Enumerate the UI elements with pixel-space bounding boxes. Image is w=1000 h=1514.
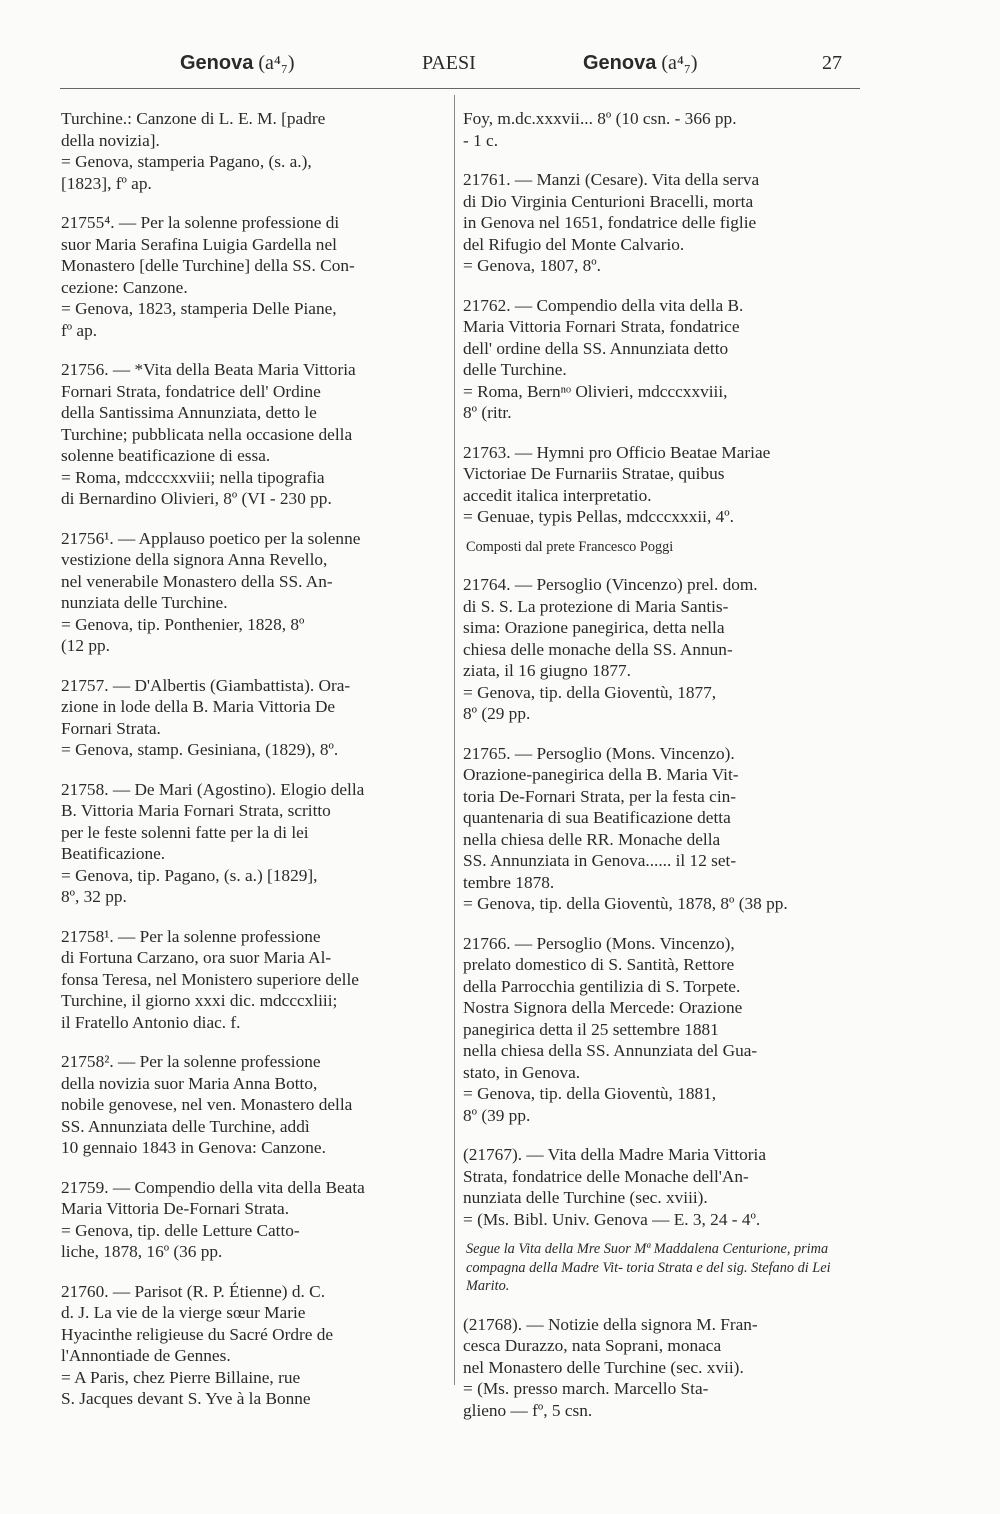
entry-line: tembre 1878. bbox=[463, 872, 555, 892]
entry-line: = Genova, stamperia Pagano, (s. a.), bbox=[61, 152, 312, 171]
entry-line: glieno — fº, 5 csn. bbox=[463, 1400, 593, 1420]
entry-line: Fornari Strata, fondatrice dell' Ordine bbox=[61, 381, 321, 401]
entry-line: d. J. La vie de la vierge sœur Marie bbox=[61, 1303, 306, 1322]
entry-line: nel Monastero delle Turchine (sec. xvii). bbox=[463, 1357, 744, 1377]
entry-line: nella chiesa della SS. Annunziata del Gua- bbox=[463, 1041, 758, 1060]
entry-line: Maria Vittoria De-Fornari Strata. bbox=[61, 1199, 290, 1218]
entry-line: fonsa Teresa, nel Monistero superiore delle bbox=[61, 969, 359, 989]
entry-line: per le feste solenni fatte per la di lei bbox=[61, 822, 309, 842]
entry-line: fº ap. bbox=[61, 320, 98, 340]
entry-line: Hyacinthe religieuse du Sacré Ordre de bbox=[61, 1324, 334, 1344]
entry-line: cesca Durazzo, nata Soprani, monaca bbox=[463, 1336, 722, 1355]
entry-line: [1823], fº ap. bbox=[61, 173, 152, 193]
bibliography-entry bbox=[61, 1051, 442, 1159]
entry-line: nella chiesa delle RR. Monache della bbox=[463, 829, 721, 849]
entry-line: di Dio Virginia Centurioni Bracelli, morta bbox=[463, 191, 754, 211]
header-right-code: (a⁴₇) bbox=[661, 52, 698, 74]
bibliography-entry bbox=[463, 1144, 850, 1230]
entry-line: - 1 c. bbox=[463, 130, 499, 150]
entry-line: 8º (39 pp. bbox=[463, 1105, 531, 1125]
entry-line: di Fortuna Carzano, ora suor Maria Al- bbox=[61, 948, 332, 967]
note-line: Composti dal prete Francesco Poggi bbox=[466, 538, 674, 555]
running-header-center bbox=[422, 52, 476, 75]
entry-line: = Genova, tip. delle Letture Catto- bbox=[61, 1220, 300, 1240]
entry-line: di Bernardino Olivieri, 8º (VI - 230 pp. bbox=[61, 489, 332, 508]
header-left-city: Genova bbox=[180, 52, 254, 74]
bibliography-entry bbox=[463, 108, 850, 151]
entry-line: Turchine.: Canzone di L. E. M. [padre bbox=[61, 109, 326, 128]
entry-line: 21766. — Persoglio (Mons. Vincenzo), bbox=[463, 933, 735, 953]
entry-line: di S. S. La protezione di Maria Santis- bbox=[463, 596, 729, 616]
bibliography-entry bbox=[61, 1281, 442, 1367]
entry-line: 8º (29 pp. bbox=[463, 704, 531, 723]
entry-line: = Genova, 1807, 8º. bbox=[463, 256, 601, 275]
running-header-right bbox=[583, 52, 698, 75]
entry-line: panegirica detta il 25 settembre 1881 bbox=[463, 1019, 719, 1039]
entry-line: sima: Orazione panegirica, detta nella bbox=[463, 618, 725, 637]
bibliography-entry bbox=[463, 442, 850, 528]
entry-line: chiesa delle monache della SS. Annun- bbox=[463, 639, 733, 659]
header-rule bbox=[60, 88, 860, 89]
entry-line: vestizione della signora Anna Revello, bbox=[61, 550, 328, 569]
entry-line: SS. Annunziata in Genova...... il 12 set- bbox=[463, 851, 737, 870]
entry-line: SS. Annunziata delle Turchine, addì bbox=[61, 1116, 310, 1136]
entry-line: 8º (ritr. bbox=[463, 403, 512, 422]
note-line: Centurione, prima compagna della Madre Vit- bbox=[466, 1241, 829, 1276]
bibliography-entry bbox=[61, 1367, 442, 1410]
entry-line: Turchine; pubblicata nella occasione della bbox=[61, 424, 353, 444]
entry-line: Maria Vittoria Fornari Strata, fondatrice bbox=[463, 317, 740, 336]
header-right-city: Genova bbox=[583, 52, 657, 74]
entry-line: quantenaria di sua Beatificazione detta bbox=[463, 808, 731, 827]
entry-line: Turchine, il giorno xxxi dic. mdcccxliii; bbox=[61, 991, 338, 1010]
entry-line: 21756¹. — Applauso poetico per la solenne bbox=[61, 528, 361, 548]
bibliography-entry bbox=[61, 1177, 442, 1263]
entry-line: 21756. — *Vita della Beata Maria Vittoria bbox=[61, 360, 356, 379]
entry-line: 21755⁴. — Per la solenne professione di bbox=[61, 213, 340, 232]
header-left-code: (a⁴₇) bbox=[258, 52, 295, 74]
entry-line: 21758². — Per la solenne professione bbox=[61, 1052, 321, 1071]
entry-line: (21768). — Notizie della signora M. Fran- bbox=[463, 1314, 758, 1334]
entry-line: il Fratello Antonio diac. f. bbox=[61, 1012, 241, 1032]
entry-line: accedit italica interpretatio. bbox=[463, 485, 652, 505]
entry-line: 8º, 32 pp. bbox=[61, 887, 127, 906]
entry-line: 21758. — De Mari (Agostino). Elogio della bbox=[61, 779, 365, 799]
entry-line: della novizia]. bbox=[61, 130, 160, 150]
entry-line: = Roma, Bernⁿᵒ Olivieri, mdcccxxviii, bbox=[463, 381, 728, 401]
entry-line: Orazione-panegirica della B. Maria Vit- bbox=[463, 765, 739, 784]
entry-line: = Genova, tip. Ponthenier, 1828, 8º bbox=[61, 614, 305, 634]
entry-line: Beatificazione. bbox=[61, 844, 166, 863]
entry-line: 21758¹. — Per la solenne professione bbox=[61, 926, 321, 946]
entry-line: in Genova nel 1651, fondatrice delle figlie bbox=[463, 213, 757, 232]
entry-line: stato, in Genova. bbox=[463, 1062, 581, 1082]
entry-line: nunziata delle Turchine (sec. xviii). bbox=[463, 1188, 708, 1207]
entry-line: = Roma, mdcccxxviii; nella tipografia bbox=[61, 467, 325, 487]
entry-line: nel venerabile Monastero della SS. An- bbox=[61, 571, 333, 591]
entry-line: l'Annontiade de Gennes. bbox=[61, 1346, 231, 1365]
header-section-title: PAESI bbox=[422, 52, 476, 74]
entry-line: 21762. — Compendio della vita della B. bbox=[463, 295, 744, 315]
entry-line: Strata, fondatrice delle Monache dell'An- bbox=[463, 1166, 749, 1186]
entry-line: 21760. — Parisot (R. P. Étienne) d. C. bbox=[61, 1281, 326, 1301]
entry-line: Foy, m.dc.xxxvii... 8º (10 csn. - 366 pp. bbox=[463, 109, 737, 128]
bibliography-entry bbox=[463, 933, 850, 1127]
entry-line: (12 pp. bbox=[61, 636, 110, 655]
bibliography-entry bbox=[463, 169, 850, 277]
entry-line: = (Ms. Bibl. Univ. Genova — E. 3, 24 - 4º. bbox=[463, 1209, 761, 1229]
page-number bbox=[822, 52, 842, 75]
entry-line: toria De-Fornari Strata, per la festa cin- bbox=[463, 786, 737, 806]
entry-line: prelato domestico di S. Santità, Rettore bbox=[463, 955, 735, 974]
entry-line: Nostra Signora della Mercede: Orazione bbox=[463, 998, 743, 1017]
column-divider bbox=[454, 95, 455, 1385]
entry-line: della Parrocchia gentilizia di S. Torpete. bbox=[463, 976, 741, 996]
entry-line: solenne beatificazione di essa. bbox=[61, 446, 271, 465]
bibliography-entry bbox=[463, 295, 850, 424]
entry-line: 21759. — Compendio della vita della Beata bbox=[61, 1177, 365, 1197]
entry-line: zione in lode della B. Maria Vittoria De bbox=[61, 697, 336, 716]
entry-line: nobile genovese, nel ven. Monastero della bbox=[61, 1095, 353, 1114]
entry-line: 10 gennaio 1843 in Genova: Canzone. bbox=[61, 1138, 326, 1157]
entry-line: B. Vittoria Maria Fornari Strata, scritto bbox=[61, 801, 331, 820]
annotation-note bbox=[466, 1240, 850, 1296]
bibliography-entry bbox=[61, 359, 442, 510]
entry-line: 21763. — Hymni pro Officio Beatae Mariae bbox=[463, 442, 771, 462]
entry-line: 21765. — Persoglio (Mons. Vincenzo). bbox=[463, 743, 735, 763]
entry-line: nunziata delle Turchine. bbox=[61, 593, 228, 612]
bibliography-entry bbox=[61, 108, 442, 194]
entry-line: cezione: Canzone. bbox=[61, 277, 188, 297]
entry-line: liche, 1878, 16º (36 pp. bbox=[61, 1242, 223, 1261]
entry-line: (21767). — Vita della Madre Maria Vittoria bbox=[463, 1145, 766, 1164]
entry-line: = Genova, tip. Pagano, (s. a.) [1829], bbox=[61, 865, 318, 885]
entry-line: della Santissima Annunziata, detto le bbox=[61, 403, 317, 422]
entry-line: Monastero [delle Turchine] della SS. Con- bbox=[61, 256, 355, 275]
entry-line: dell' ordine della SS. Annunziata detto bbox=[463, 338, 729, 358]
entry-line: 21757. — D'Albertis (Giambattista). Ora- bbox=[61, 675, 351, 695]
entry-line: = Genova, 1823, stamperia Delle Piane, bbox=[61, 299, 337, 318]
entry-line: = (Ms. presso march. Marcello Sta- bbox=[463, 1379, 709, 1398]
annotation-note bbox=[466, 538, 850, 557]
entry-line: 21761. — Manzi (Cesare). Vita della serva bbox=[463, 170, 760, 189]
entry-line: = Genova, stamp. Gesiniana, (1829), 8º. bbox=[61, 740, 339, 759]
bibliography-entry bbox=[61, 926, 442, 1034]
bibliography-entry bbox=[463, 1314, 850, 1422]
entry-line: Victoriae De Furnariis Stratae, quibus bbox=[463, 464, 725, 483]
page-number-text: 27 bbox=[822, 52, 842, 74]
entry-line: = Genova, tip. della Gioventù, 1877, bbox=[463, 682, 717, 702]
entry-line: = Genova, tip. della Gioventù, 1881, bbox=[463, 1084, 717, 1103]
entry-line: 21764. — Persoglio (Vincenzo) prel. dom. bbox=[463, 575, 758, 594]
bibliography-entry bbox=[463, 574, 850, 725]
entry-line: = Genova, tip. della Gioventù, 1878, 8º (38 pp. bbox=[463, 894, 788, 913]
bibliography-entry bbox=[61, 212, 442, 341]
entry-line: Fornari Strata. bbox=[61, 718, 161, 738]
entry-line: della novizia suor Maria Anna Botto, bbox=[61, 1073, 318, 1093]
note-line: Segue la Vita della Mre Suor Mª Maddalena bbox=[466, 1241, 719, 1257]
entry-line: del Rifugio del Monte Calvario. bbox=[463, 234, 685, 254]
entry-line: delle Turchine. bbox=[463, 360, 567, 379]
bibliography-entry bbox=[61, 675, 442, 761]
running-header-left bbox=[180, 52, 295, 75]
left-column bbox=[61, 108, 442, 1428]
bibliography-entry bbox=[463, 743, 850, 915]
entry-line: ziata, il 16 giugno 1877. bbox=[463, 661, 631, 680]
entry-line: = A Paris, chez Pierre Billaine, rue bbox=[61, 1367, 301, 1387]
entry-line: suor Maria Serafina Luigia Gardella nel bbox=[61, 234, 337, 254]
right-column bbox=[463, 108, 850, 1439]
note-line: toria Strata e del sig. Stefano di Lei Marito. bbox=[466, 1259, 831, 1294]
entry-line: = Genuae, typis Pellas, mdcccxxxii, 4º. bbox=[463, 507, 734, 526]
bibliography-entry bbox=[61, 779, 442, 908]
entry-line: S. Jacques devant S. Yve à la Bonne bbox=[61, 1389, 311, 1408]
bibliography-entry bbox=[61, 528, 442, 657]
